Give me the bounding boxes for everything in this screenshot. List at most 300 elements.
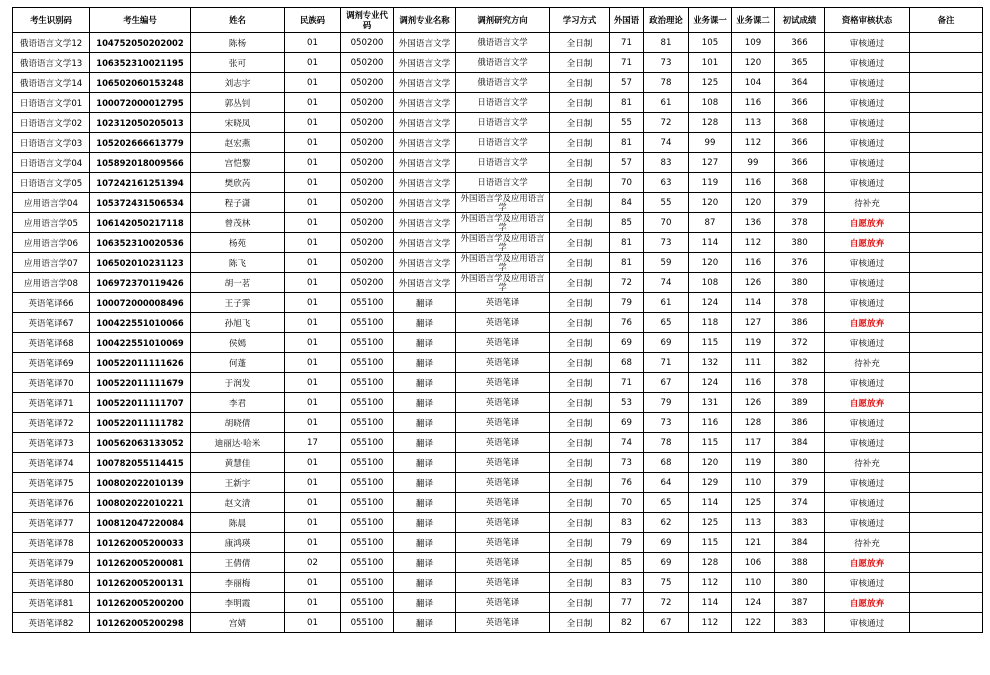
- cell-major-name: 翻译: [394, 353, 456, 373]
- cell-major-name: 外国语言文学: [394, 233, 456, 253]
- cell-remarks: [910, 293, 983, 313]
- cell-candidate-no: 101262005200131: [90, 573, 191, 593]
- cell-remarks: [910, 173, 983, 193]
- cell-research-direction: 外国语言学及应用语言学: [456, 213, 550, 233]
- cell-major-name: 翻译: [394, 293, 456, 313]
- cell-politics: 72: [644, 593, 689, 613]
- cell-ethnicity: 01: [285, 133, 341, 153]
- cell-total-score: 378: [775, 293, 825, 313]
- cell-name: 于润发: [191, 373, 285, 393]
- cell-course-1: 120: [689, 193, 732, 213]
- cell-name: 宋晓凤: [191, 113, 285, 133]
- cell-politics: 79: [644, 393, 689, 413]
- cell-course-2: 117: [732, 433, 775, 453]
- cell-remarks: [910, 133, 983, 153]
- cell-study-mode: 全日制: [550, 73, 610, 93]
- cell-major-name: 翻译: [394, 493, 456, 513]
- cell-review-status: 审核通过: [825, 33, 910, 53]
- cell-course-2: 116: [732, 93, 775, 113]
- cell-course-1: 131: [689, 393, 732, 413]
- cell-ethnicity: 02: [285, 553, 341, 573]
- cell-id-code: 俄语语言文学12: [13, 33, 90, 53]
- cell-major-name: 翻译: [394, 593, 456, 613]
- table-row: [13, 213, 983, 233]
- cell-total-score: 379: [775, 193, 825, 213]
- table-row: [13, 233, 983, 253]
- cell-ethnicity: 17: [285, 433, 341, 453]
- cell-review-status: 审核通过: [825, 113, 910, 133]
- cell-candidate-no: 106502060153248: [90, 73, 191, 93]
- cell-research-direction: 英语笔译: [456, 373, 550, 393]
- cell-course-2: 116: [732, 173, 775, 193]
- cell-foreign-language: 79: [610, 533, 644, 553]
- table-row: [13, 573, 983, 593]
- cell-foreign-language: 68: [610, 353, 644, 373]
- cell-review-status: 审核通过: [825, 573, 910, 593]
- cell-course-2: 136: [732, 213, 775, 233]
- cell-course-2: 104: [732, 73, 775, 93]
- cell-course-1: 125: [689, 73, 732, 93]
- cell-course-1: 132: [689, 353, 732, 373]
- cell-review-status: 审核通过: [825, 273, 910, 293]
- cell-remarks: [910, 393, 983, 413]
- cell-politics: 83: [644, 153, 689, 173]
- cell-remarks: [910, 473, 983, 493]
- cell-ethnicity: 01: [285, 493, 341, 513]
- table-row: [13, 133, 983, 153]
- cell-candidate-no: 100072000008496: [90, 293, 191, 313]
- cell-total-score: 376: [775, 253, 825, 273]
- cell-foreign-language: 71: [610, 53, 644, 73]
- cell-foreign-language: 83: [610, 573, 644, 593]
- cell-study-mode: 全日制: [550, 493, 610, 513]
- cell-total-score: 366: [775, 33, 825, 53]
- table-row: [13, 513, 983, 533]
- cell-study-mode: 全日制: [550, 213, 610, 233]
- cell-foreign-language: 81: [610, 233, 644, 253]
- table-row: [13, 173, 983, 193]
- cell-research-direction: 日语语言文学: [456, 153, 550, 173]
- cell-total-score: 380: [775, 453, 825, 473]
- cell-research-direction: 英语笔译: [456, 553, 550, 573]
- cell-remarks: [910, 533, 983, 553]
- cell-major-name: 翻译: [394, 573, 456, 593]
- cell-candidate-no: 100072000012795: [90, 93, 191, 113]
- cell-study-mode: 全日制: [550, 573, 610, 593]
- cell-foreign-language: 82: [610, 613, 644, 633]
- cell-foreign-language: 57: [610, 153, 644, 173]
- cell-course-1: 114: [689, 593, 732, 613]
- cell-research-direction: 日语语言文学: [456, 133, 550, 153]
- header-ethnicity: 民族码: [285, 8, 341, 33]
- cell-course-1: 124: [689, 293, 732, 313]
- cell-course-2: 106: [732, 553, 775, 573]
- cell-major-code: 055100: [341, 313, 394, 333]
- cell-major-code: 050200: [341, 73, 394, 93]
- cell-candidate-no: 101262005200033: [90, 533, 191, 553]
- cell-candidate-no: 106352310021195: [90, 53, 191, 73]
- cell-id-code: 英语笔译68: [13, 333, 90, 353]
- cell-study-mode: 全日制: [550, 93, 610, 113]
- table-row: [13, 253, 983, 273]
- cell-name: 胡晓倩: [191, 413, 285, 433]
- cell-course-1: 125: [689, 513, 732, 533]
- cell-id-code: 应用语言学05: [13, 213, 90, 233]
- cell-remarks: [910, 33, 983, 53]
- cell-politics: 81: [644, 33, 689, 53]
- cell-remarks: [910, 433, 983, 453]
- cell-ethnicity: 01: [285, 393, 341, 413]
- header-research-direction: 调剂研究方向: [456, 8, 550, 33]
- cell-review-status: 待补充: [825, 353, 910, 373]
- cell-name: 赵宏燕: [191, 133, 285, 153]
- cell-foreign-language: 81: [610, 93, 644, 113]
- cell-major-code: 055100: [341, 333, 394, 353]
- cell-course-1: 99: [689, 133, 732, 153]
- cell-id-code: 应用语言学08: [13, 273, 90, 293]
- cell-major-code: 055100: [341, 533, 394, 553]
- cell-foreign-language: 72: [610, 273, 644, 293]
- cell-remarks: [910, 513, 983, 533]
- cell-total-score: 387: [775, 593, 825, 613]
- cell-research-direction: 英语笔译: [456, 413, 550, 433]
- cell-remarks: [910, 73, 983, 93]
- cell-politics: 72: [644, 113, 689, 133]
- cell-course-2: 125: [732, 493, 775, 513]
- cell-id-code: 英语笔译73: [13, 433, 90, 453]
- cell-course-2: 114: [732, 293, 775, 313]
- cell-course-1: 115: [689, 433, 732, 453]
- cell-study-mode: 全日制: [550, 273, 610, 293]
- cell-total-score: 374: [775, 493, 825, 513]
- cell-candidate-no: 101262005200200: [90, 593, 191, 613]
- cell-total-score: 386: [775, 413, 825, 433]
- cell-politics: 71: [644, 353, 689, 373]
- cell-study-mode: 全日制: [550, 533, 610, 553]
- cell-remarks: [910, 613, 983, 633]
- table-row: [13, 353, 983, 373]
- cell-remarks: [910, 553, 983, 573]
- cell-course-2: 113: [732, 113, 775, 133]
- cell-study-mode: 全日制: [550, 453, 610, 473]
- cell-politics: 65: [644, 313, 689, 333]
- cell-name: 康鸿瑛: [191, 533, 285, 553]
- cell-remarks: [910, 273, 983, 293]
- cell-ethnicity: 01: [285, 253, 341, 273]
- cell-major-name: 外国语言文学: [394, 273, 456, 293]
- cell-id-code: 英语笔译81: [13, 593, 90, 613]
- cell-research-direction: 英语笔译: [456, 493, 550, 513]
- cell-research-direction: 外国语言学及应用语言学: [456, 273, 550, 293]
- cell-total-score: 372: [775, 333, 825, 353]
- cell-politics: 78: [644, 433, 689, 453]
- cell-major-code: 055100: [341, 433, 394, 453]
- table-row: [13, 413, 983, 433]
- cell-remarks: [910, 53, 983, 73]
- cell-course-1: 128: [689, 113, 732, 133]
- cell-politics: 63: [644, 173, 689, 193]
- cell-research-direction: 英语笔译: [456, 433, 550, 453]
- cell-remarks: [910, 373, 983, 393]
- table-row: [13, 433, 983, 453]
- cell-candidate-no: 100522011111782: [90, 413, 191, 433]
- cell-foreign-language: 71: [610, 373, 644, 393]
- header-row: [13, 8, 983, 33]
- cell-course-1: 112: [689, 573, 732, 593]
- cell-ethnicity: 01: [285, 273, 341, 293]
- cell-major-code: 055100: [341, 493, 394, 513]
- cell-id-code: 日语语言文学01: [13, 93, 90, 113]
- cell-review-status: 审核通过: [825, 473, 910, 493]
- cell-major-name: 翻译: [394, 613, 456, 633]
- cell-politics: 73: [644, 53, 689, 73]
- cell-research-direction: 日语语言文学: [456, 113, 550, 133]
- cell-total-score: 379: [775, 473, 825, 493]
- cell-remarks: [910, 333, 983, 353]
- cell-ethnicity: 01: [285, 533, 341, 553]
- cell-total-score: 364: [775, 73, 825, 93]
- cell-study-mode: 全日制: [550, 313, 610, 333]
- cell-name: 宫恺黎: [191, 153, 285, 173]
- cell-ethnicity: 01: [285, 353, 341, 373]
- cell-total-score: 380: [775, 273, 825, 293]
- cell-name: 赵文清: [191, 493, 285, 513]
- cell-course-2: 120: [732, 193, 775, 213]
- cell-name: 迪丽达·哈米: [191, 433, 285, 453]
- cell-foreign-language: 70: [610, 493, 644, 513]
- cell-major-name: 外国语言文学: [394, 193, 456, 213]
- header-candidate-no: 考生编号: [90, 8, 191, 33]
- header-study-mode: 学习方式: [550, 8, 610, 33]
- cell-review-status: 审核通过: [825, 133, 910, 153]
- cell-total-score: 388: [775, 553, 825, 573]
- cell-course-1: 128: [689, 553, 732, 573]
- cell-course-2: 119: [732, 453, 775, 473]
- cell-foreign-language: 74: [610, 433, 644, 453]
- cell-id-code: 英语笔译76: [13, 493, 90, 513]
- cell-ethnicity: 01: [285, 513, 341, 533]
- cell-name: 李丽梅: [191, 573, 285, 593]
- cell-ethnicity: 01: [285, 233, 341, 253]
- cell-candidate-no: 100522011111679: [90, 373, 191, 393]
- cell-review-status: 待补充: [825, 193, 910, 213]
- cell-remarks: [910, 153, 983, 173]
- cell-review-status: 审核通过: [825, 93, 910, 113]
- cell-candidate-no: 107242161251394: [90, 173, 191, 193]
- cell-major-code: 055100: [341, 593, 394, 613]
- cell-course-2: 121: [732, 533, 775, 553]
- cell-id-code: 英语笔译77: [13, 513, 90, 533]
- cell-total-score: 380: [775, 233, 825, 253]
- cell-ethnicity: 01: [285, 373, 341, 393]
- cell-candidate-no: 104752050202002: [90, 33, 191, 53]
- cell-name: 樊欣芮: [191, 173, 285, 193]
- cell-study-mode: 全日制: [550, 193, 610, 213]
- cell-ethnicity: 01: [285, 53, 341, 73]
- cell-foreign-language: 57: [610, 73, 644, 93]
- cell-remarks: [910, 213, 983, 233]
- cell-study-mode: 全日制: [550, 413, 610, 433]
- cell-foreign-language: 81: [610, 133, 644, 153]
- cell-name: 胡一茗: [191, 273, 285, 293]
- cell-review-status: 自愿放弃: [825, 553, 910, 573]
- cell-course-1: 120: [689, 453, 732, 473]
- cell-candidate-no: 100802022010139: [90, 473, 191, 493]
- cell-major-code: 050200: [341, 93, 394, 113]
- cell-study-mode: 全日制: [550, 53, 610, 73]
- table-row: [13, 33, 983, 53]
- cell-major-code: 055100: [341, 373, 394, 393]
- table-row: [13, 313, 983, 333]
- table-row: [13, 453, 983, 473]
- cell-politics: 61: [644, 93, 689, 113]
- cell-id-code: 应用语言学07: [13, 253, 90, 273]
- cell-candidate-no: 100782055114415: [90, 453, 191, 473]
- table-row: [13, 553, 983, 573]
- cell-major-code: 050200: [341, 33, 394, 53]
- cell-remarks: [910, 353, 983, 373]
- cell-research-direction: 英语笔译: [456, 293, 550, 313]
- cell-course-1: 118: [689, 313, 732, 333]
- cell-major-code: 050200: [341, 213, 394, 233]
- cell-name: 陈晨: [191, 513, 285, 533]
- cell-major-code: 055100: [341, 353, 394, 373]
- cell-review-status: 审核通过: [825, 173, 910, 193]
- cell-major-code: 055100: [341, 413, 394, 433]
- cell-total-score: 365: [775, 53, 825, 73]
- cell-major-name: 翻译: [394, 313, 456, 333]
- cell-major-name: 翻译: [394, 433, 456, 453]
- cell-name: 刘志宇: [191, 73, 285, 93]
- cell-candidate-no: 106352310020536: [90, 233, 191, 253]
- cell-id-code: 英语笔译66: [13, 293, 90, 313]
- cell-name: 宫婧: [191, 613, 285, 633]
- cell-candidate-no: 100562063133052: [90, 433, 191, 453]
- table-row: [13, 593, 983, 613]
- cell-ethnicity: 01: [285, 613, 341, 633]
- cell-review-status: 自愿放弃: [825, 233, 910, 253]
- cell-study-mode: 全日制: [550, 473, 610, 493]
- cell-remarks: [910, 193, 983, 213]
- cell-course-1: 115: [689, 533, 732, 553]
- cell-review-status: 自愿放弃: [825, 213, 910, 233]
- cell-review-status: 自愿放弃: [825, 313, 910, 333]
- cell-course-1: 114: [689, 493, 732, 513]
- cell-research-direction: 英语笔译: [456, 473, 550, 493]
- cell-review-status: 审核通过: [825, 73, 910, 93]
- cell-id-code: 俄语语言文学13: [13, 53, 90, 73]
- cell-course-1: 119: [689, 173, 732, 193]
- cell-major-code: 055100: [341, 453, 394, 473]
- cell-major-name: 外国语言文学: [394, 213, 456, 233]
- cell-total-score: 389: [775, 393, 825, 413]
- cell-total-score: 382: [775, 353, 825, 373]
- cell-id-code: 日语语言文学05: [13, 173, 90, 193]
- cell-foreign-language: 55: [610, 113, 644, 133]
- cell-study-mode: 全日制: [550, 513, 610, 533]
- cell-total-score: 366: [775, 133, 825, 153]
- cell-study-mode: 全日制: [550, 113, 610, 133]
- cell-study-mode: 全日制: [550, 593, 610, 613]
- cell-ethnicity: 01: [285, 453, 341, 473]
- cell-course-1: 87: [689, 213, 732, 233]
- cell-ethnicity: 01: [285, 153, 341, 173]
- cell-course-2: 127: [732, 313, 775, 333]
- cell-course-2: 110: [732, 473, 775, 493]
- cell-candidate-no: 100422551010069: [90, 333, 191, 353]
- cell-research-direction: 外国语言学及应用语言学: [456, 233, 550, 253]
- cell-total-score: 383: [775, 513, 825, 533]
- header-course-1: 业务课一: [689, 8, 732, 33]
- cell-course-1: 114: [689, 233, 732, 253]
- table-row: [13, 273, 983, 293]
- cell-ethnicity: 01: [285, 313, 341, 333]
- cell-politics: 69: [644, 553, 689, 573]
- cell-ethnicity: 01: [285, 293, 341, 313]
- table-row: [13, 493, 983, 513]
- cell-ethnicity: 01: [285, 413, 341, 433]
- cell-major-code: 050200: [341, 273, 394, 293]
- cell-research-direction: 英语笔译: [456, 533, 550, 553]
- cell-research-direction: 英语笔译: [456, 593, 550, 613]
- header-course-2: 业务课二: [732, 8, 775, 33]
- cell-major-name: 外国语言文学: [394, 153, 456, 173]
- cell-study-mode: 全日制: [550, 133, 610, 153]
- cell-politics: 69: [644, 533, 689, 553]
- cell-name: 陈飞: [191, 253, 285, 273]
- cell-name: 杨苑: [191, 233, 285, 253]
- table-row: [13, 113, 983, 133]
- cell-major-name: 翻译: [394, 453, 456, 473]
- cell-foreign-language: 76: [610, 473, 644, 493]
- cell-foreign-language: 69: [610, 333, 644, 353]
- cell-course-2: 99: [732, 153, 775, 173]
- cell-politics: 78: [644, 73, 689, 93]
- cell-name: 王新宇: [191, 473, 285, 493]
- cell-ethnicity: 01: [285, 73, 341, 93]
- cell-candidate-no: 101262005200081: [90, 553, 191, 573]
- cell-course-1: 129: [689, 473, 732, 493]
- cell-id-code: 英语笔译78: [13, 533, 90, 553]
- cell-politics: 62: [644, 513, 689, 533]
- cell-ethnicity: 01: [285, 173, 341, 193]
- cell-research-direction: 俄语语言文学: [456, 53, 550, 73]
- cell-course-1: 108: [689, 93, 732, 113]
- cell-ethnicity: 01: [285, 573, 341, 593]
- header-name: 姓名: [191, 8, 285, 33]
- cell-major-name: 翻译: [394, 333, 456, 353]
- cell-remarks: [910, 93, 983, 113]
- cell-major-code: 050200: [341, 53, 394, 73]
- header-review-status: 资格审核状态: [825, 8, 910, 33]
- cell-course-2: 116: [732, 373, 775, 393]
- cell-major-code: 055100: [341, 573, 394, 593]
- cell-politics: 65: [644, 493, 689, 513]
- cell-candidate-no: 105892018009566: [90, 153, 191, 173]
- cell-major-code: 050200: [341, 113, 394, 133]
- cell-study-mode: 全日制: [550, 253, 610, 273]
- cell-name: 曾茂林: [191, 213, 285, 233]
- cell-name: 张可: [191, 53, 285, 73]
- cell-course-1: 124: [689, 373, 732, 393]
- cell-review-status: 审核通过: [825, 433, 910, 453]
- cell-politics: 61: [644, 293, 689, 313]
- cell-major-name: 外国语言文学: [394, 173, 456, 193]
- cell-remarks: [910, 253, 983, 273]
- cell-major-name: 外国语言文学: [394, 73, 456, 93]
- cell-total-score: 366: [775, 93, 825, 113]
- cell-review-status: 审核通过: [825, 413, 910, 433]
